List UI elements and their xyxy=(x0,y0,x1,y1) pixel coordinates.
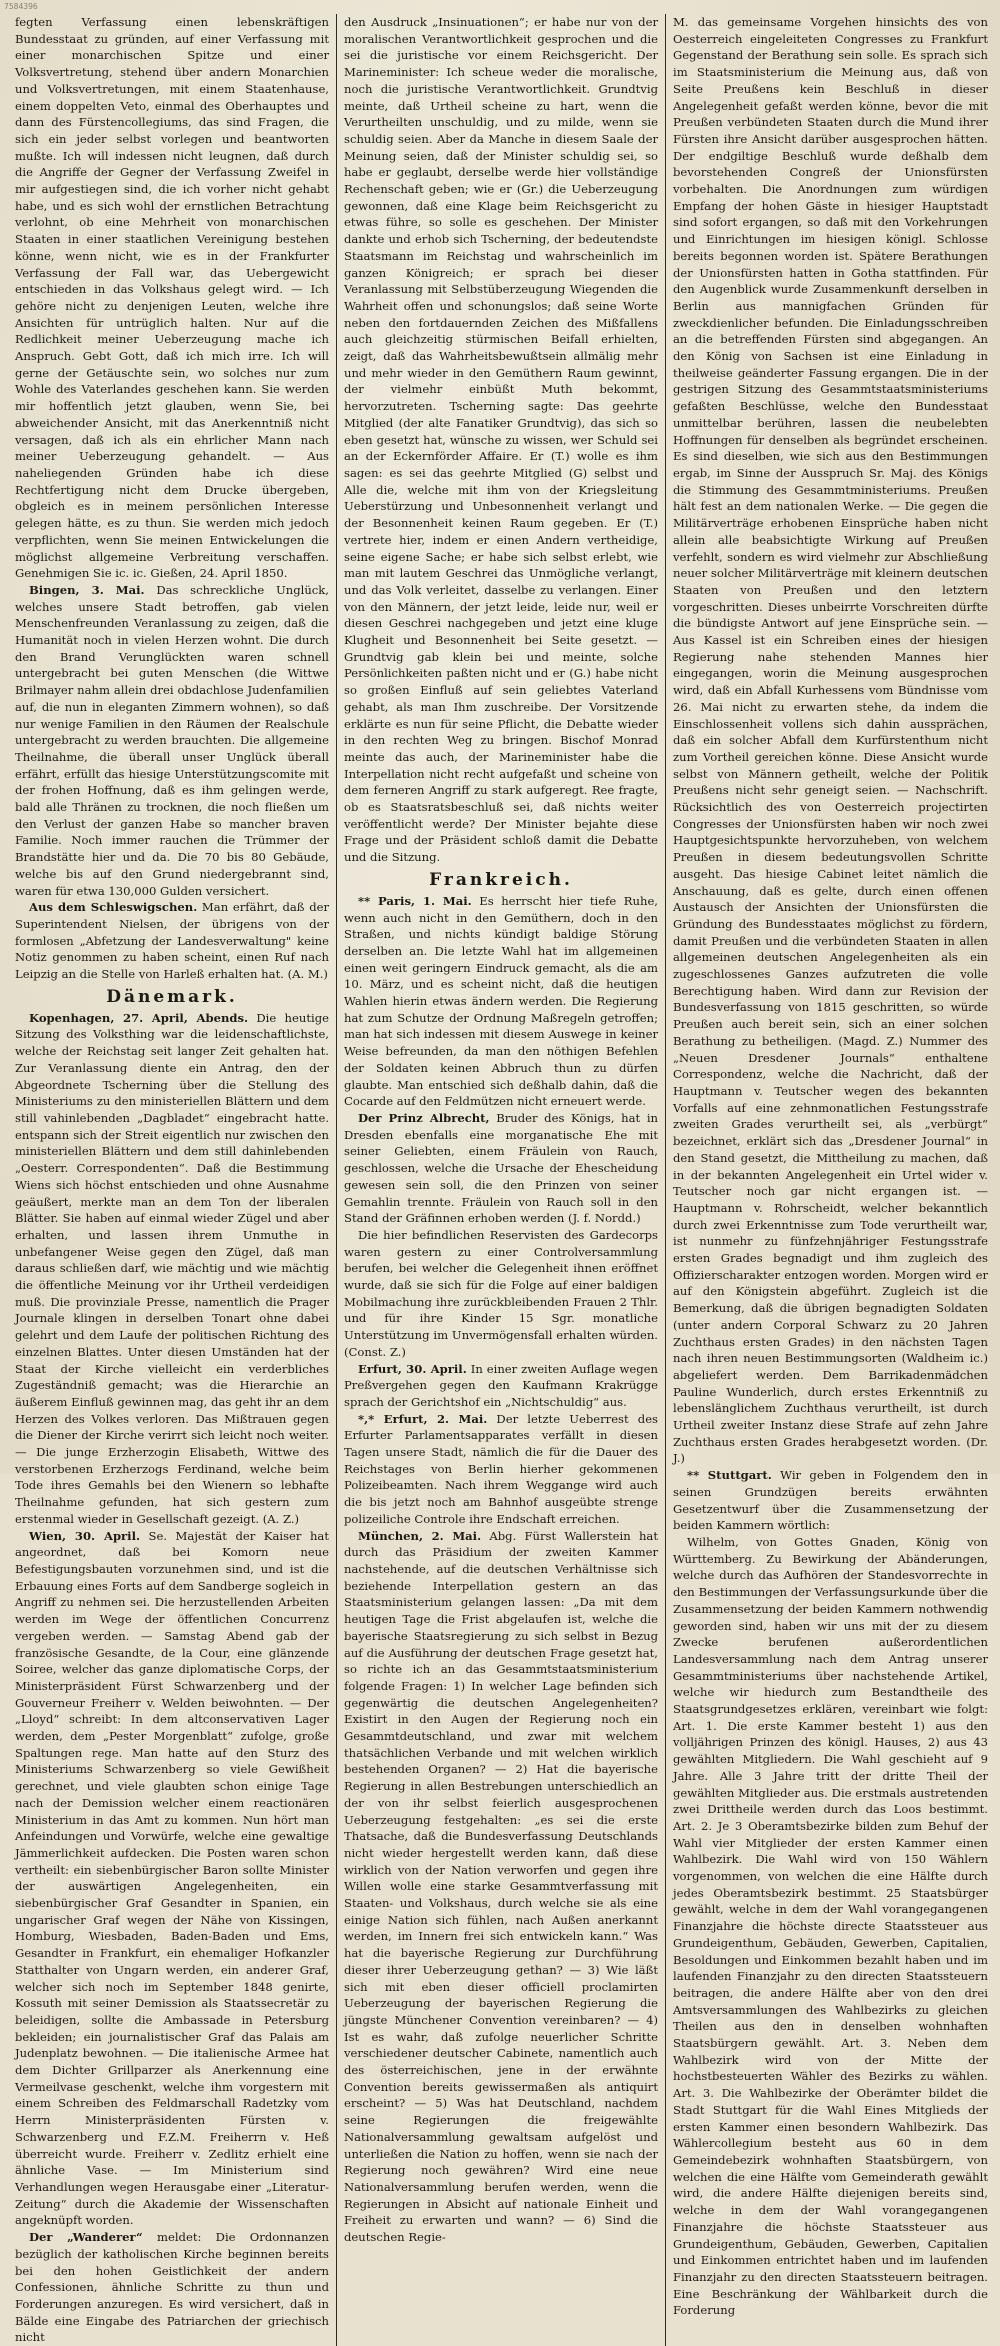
article-paragraph xyxy=(344,1411,658,1528)
article-dateline: *,* Erfurt, 2. Mai. xyxy=(358,1411,488,1426)
article-text: Wir geben in Folgendem den in seinen Grundzügen bereits erwähnten Gesetzentwurf über die Zusammensetzung der beiden Kammern wörtlich: xyxy=(673,1468,988,1533)
article-text: Die hier befindlichen Reservisten des Gardecorps waren gestern zu einer Controlversammlung berufen, bei welcher die Gelegenheit ihnen eröffnet wurde, daß sie sich für die Folge auf einer baldigen Mobilmachung ihre zurückbleibenden Frauen 2 Thlr. und für ihre Kinder 15 Sgr. monatliche Unterstützung im Unvermögensfall erhalten würden. (Const. Z.) xyxy=(344,1227,658,1359)
article-text: Es herrscht hier tiefe Ruhe, wenn auch nicht in den Gemüthern, doch in den Straßen, und nichts kündigt baldige Störung derselben an. Die letzte Wahl hat im allgemeinen einen weit geringern Eindruck gemacht, als die am 10. März, und es scheint nicht, daß die heutigen Wahlen hierin etwas ändern werden. Die Regierung hat zum Schutze der Ordnung Maßregeln getroffen; man hat sich indessen mit diesem Auswege in keiner Weise befreunden, da man den nöthigen Befehlen der Soldaten keinen Abbruch thun zu dürfen glaubte. Man entschied sich deßhalb dahin, daß die Cocarde auf den Feldmützen nicht erneuert werde. xyxy=(344,893,658,1109)
article-paragraph xyxy=(15,582,329,899)
column-right xyxy=(666,14,995,2346)
article-paragraph xyxy=(344,1361,658,1411)
article-dateline: Kopenhagen, 27. April, Abends. xyxy=(29,1010,249,1025)
article-dateline: Aus dem Schleswigschen. xyxy=(29,900,198,915)
article-paragraph xyxy=(673,1467,988,1534)
article-dateline: Bingen, 3. Mai. xyxy=(29,582,145,597)
article-paragraph xyxy=(15,14,329,582)
article-paragraph xyxy=(15,899,329,983)
article-dateline: ** Paris, 1. Mai. xyxy=(358,893,472,908)
article-text: Bruder des Königs, hat in Dresden ebenfalls eine morganatische Ehe mit seiner Geliebten, einem Fräulein von Rauch, geschlossen, welche die Ursache der Ehescheidung gewesen sein soll, die den Prinzen von seiner Gemahlin trennte. Fräulein von Rauch soll in den Stand der Gräfinnen erhoben werden (J. f. Nordd.) xyxy=(344,1111,659,1226)
article-text: fegten Verfassung einen lebenskräftigen Bundesstaat zu gründen, auf einer Verfassung mit einer monarchischen Spitze und einer Volksvertretung, stehend über andern Monarchien und Volksvertretungen, mit einem Staatenhause, einem doppelten Veto, einmal des Oberhauptes und dann des Fürstencollegiums, das sind Fragen, die sich ein jeder selbst vorlegen und beantworten mußte. Ich will indessen nicht leugnen, daß durch die Angriffe der Gegner der Verfassung Zweifel in mir aufgestiegen sind, die ich vorher nicht gehabt habe, und es sich wohl der ernstlichen Betrachtung verlohnt, ob eine Mehrheit von monarchischen Staaten in einer staatlichen Vereinigung bestehen könne, wenn nicht, wie es in der Frankfurter Verfassung der Fall war, das Uebergewicht entschieden in das Volkshaus gelegt wird. — Ich gehöre nicht zu denjenigen Leuten, welche ihre Ansichten für untrüglich halten. Nur auf die Redlichkeit meiner Ueberzeugung mache ich Anspruch. Gebt Gott, daß ich mich irre. Ich will gerne der Getäuschte sein, wo solches nur zum Wohle des Vaterlandes geschehen kann. Sie werden mir hoffentlich jetzt glauben, wenn Sie, bei abweichender Ansicht, mit das Anerkenntniß nicht versagen, daß ich als ein ehrlicher Mann nach meiner Ueberzeugung gehandelt. — Aus naheliegenden Gründen habe ich diese Rechtfertigung nicht dem Drucke übergeben, obgleich es in meinem persönlichen Interesse gelegen hätte, es zu thun. Sie werden mich jedoch verpflichten, wenn Sie meinen Entwickelungen die möglichst allgemeine Verbreitung verschaffen. Genehmigen Sie ic. ic. Gießen, 24. April 1850. xyxy=(15,15,329,581)
article-dateline: Wien, 30. April. xyxy=(29,1528,141,1543)
article-text: Se. Majestät der Kaiser hat angeordnet, daß bei Komorn neue Befestigungsbauten vorzunehmen sind, und ist die Erbauung eines Forts auf dem Sandberge sogleich in Angriff zu nehmen sei. Die herzustellenden Arbeiten werden im Wege der öffentlichen Concurrenz vergeben werden. — Samstag Abend gab der französische Gesandte, de la Cour, eine glänzende Soiree, welcher das ganze diplomatische Corps, der Ministerpräsident Fürst Schwarzenberg und der Gouverneur Freiherr v. Welden beiwohnten. — Der „Lloyd“ schreibt: In dem altconservativen Lager werden, dem „Pester Morgenblatt“ zufolge, große Spaltungen rege. Man hatte auf den Sturz des Ministeriums Schwarzenberg so viele Gewißheit gerechnet, und viele glaubten schon einige Tage nach der Demission welcher einem reactionären Ministerium in das Amt zu kommen. Nun hört man Anfeindungen und Vorwürfe, welche eine gewaltige Jämmerlichkeit aufdecken. Die Posten waren schon vertheilt: ein siebenbürgischer Baron sollte Minister der auswärtigen Angelegenheiten, ein siebenbürgischer Graf Gesandter in Spanien, ein ungarischer Graf wegen der Nähe von Kissingen, Homburg, Wiesbaden, Baden-Baden und Ems, Gesandter in Frankfurt, ein ehemaliger Hofkanzler Statthalter von Ungarn werden, ein anderer Graf, welcher sich noch im September 1848 genirte, Kossuth mit seiner Demission als Staatssecretär zu beleidigen, sollte die Ambassade in Petersburg bekleiden; ein journalistischer Graf das Palais am Judenplatz bewohnen. — Die italienische Armee hat dem Dichter Grillparzer als Anerkennung eine Vermeilvase geschenkt, welche ihm vorgestern mit einem Schreiben des Feldmarschall Radetzky vom Herrn Ministerpräsidenten Fürsten v. Schwarzenberg und F.Z.M. Freiherrn v. Heß überreicht wurde. Freiherr v. Zedlitz erhielt eine ähnliche Vase. — Im Ministerium sind Verhandlungen wegen Herausgabe einer „Literatur-Zeitung“ durch die Akademie der Wissenschaften angeknüpft worden. xyxy=(15,1528,329,2228)
article-paragraph xyxy=(673,14,988,1467)
article-paragraph xyxy=(344,1528,658,2246)
article-text: meldet: Die Ordonnanzen bezüglich der katholischen Kirche beginnen bereits bei den hohen Geistlichkeit der andern Confessionen, ähnliche Schritte zu thun und Forderungen anzuregen. Es wird versichert, daß in Bälde eine Eingabe des Patriarchen der griechisch nicht xyxy=(15,2230,329,2345)
article-text: Das schreckliche Unglück, welches unsere Stadt betroffen, gab vielen Menschenfreunden Veranlassung zu zeigen, daß die Humanität noch in vielen Herzen wohnt. Die durch den Brand Verunglückten waren schnell untergebracht bei guten Menschen (die Wittwe Brilmayer nahm allein drei obdachlose Judenfamilien auf, die nun in eleganten Zimmern wohnen), so daß nur wenige Familien in den Räumen der Realschule untergebracht zu werden brauchten. Die allgemeine Theilnahme, die überall unser Unglück überall erfährt, erfüllt das hiesige Unterstützungscomite mit der frohen Hoffnung, daß es ihm gelingen werde, bald alle Thränen zu trocknen, die noch fließen um den Verlust der ganzen Habe so mancher braven Familie. Noch immer rauchen die Trümmer der Brandstätte hier und da. Die 70 bis 80 Gebäude, welche bis auf den Grund niedergebrannt sind, waren für etwa 130,000 Gulden versichert. xyxy=(15,582,329,898)
article-dateline: München, 2. Mai. xyxy=(358,1528,482,1543)
article-text: Abg. Fürst Wallerstein hat durch das Präsidium der zweiten Kammer nachstehende, auf die deutschen Verhältnisse sich beziehende Interpellation gestern an das Staatsministerium gelangen lassen: „Da mit dem heutigen Tage die Frist abgelaufen ist, welche die bayerische Staatsregierung zu sich selbst in Bezug auf die Ausführung der deutschen Frage gesetzt hat, so richte ich an das Gesammtstaatsministerium folgende Fragen: 1) In welcher Lage befinden sich gegenwärtig die deutschen Angelegenheiten? Existirt in den Augen der Regierung noch ein Gesammtdeutschland, und zwar mit welchem thatsächlichen Verbande und mit welchen wirklich bestehenden Organen? — 2) Hat die bayerische Regierung in allen Bestrebungen unterschiedlich an der von ihr selbst feierlich ausgesprochenen Ueberzeugung festgehalten: „es sei die erste Thatsache, daß die Bundesverfassung Deutschlands nicht wieder hergestellt werden kann, daß diese wirklich von der Nation verworfen und gegen ihre Willen wolle eine starke Gesammtverfassung mit Staaten- und Volkshaus, durch welche sie als eine einige Nation sich fühlen, nach Außen anerkannt werden, im Innern frei sich entwickeln kann.“ Was hat die bayerische Regierung zur Durchführung dieser ihrer Ueberzeugung gethan? — 3) Wie läßt sich mit eben dieser officiell proclamirten Ueberzeugung der bayerischen Regierung die jüngste Münchener Convention vereinbaren? — 4) Ist es wahr, daß zufolge neuerlicher Schritte verschiedener deutscher Cabinete, namentlich auch des österreichischen, jene in der erwähnte Convention bereits gewissermaßen als antiquirt erscheint? — 5) Was hat Deutschland, nachdem seine Regierungen die freigewählte Nationalversammlung gewaltsam aufgelöst und unterließen die Nation zu hoffen, wenn sie nach der Regierung noch gewähren? Wird eine neue Nationalversammlung berufen werden, wenn die Regierungen in Absicht auf nationale Einheit und Freiheit zu erwarten und wann? — 6) Sind die deutschen Regie- xyxy=(344,1528,658,2245)
article-paragraph xyxy=(344,1227,658,1361)
text-columns xyxy=(8,14,992,2345)
article-paragraph xyxy=(344,893,658,1110)
article-text: M. das gemeinsame Vorgehen hinsichts des von Oesterreich eingeleiteten Congresses zu Frankfurt Gegenstand der Berathung sein solle. Es sprach sich im Staatsministerium die Meinung aus, daß von Seite Preußens kein Beschluß in dieser Angelegenheit gefaßt werden könne, bevor die mit Preußen verbündeten Staaten durch die Mund ihrer Fürsten ihre Ansicht darüber ausgesprochen hätten. Der endgiltige Beschluß wurde deßhalb dem bevorstehenden Congreß der Unionsfürsten vorbehalten. Die Anordnungen zum würdigen Empfang der hohen Gäste in hiesiger Hauptstadt sind sofort ergangen, so daß mit den Vorkehrungen und Einrichtungen im hiesigen königl. Schlosse bereits begonnen worden ist. Spätere Berathungen der Unionsfürsten hatten in Gotha stattfinden. Für den Augenblick wurde Zusammenkunft derselben in Berlin aus mannigfachen Gründen für zweckdienlicher befunden. Die Einladungsschreiben an die betreffenden Fürsten sind abgegangen. An den König von Sachsen ist eine Einladung in theilweise geänderter Fassung ergangen. Die in der gestrigen Sitzung des Gesammtstaatsministeriums gefaßten Beschlüsse, welche den Bundesstaat unmittelbar berühren, lassen die neubelebten Hoffnungen für denselben als begründet erscheinen. Es sind dieselben, wie sich aus den Bestimmungen ergab, im Sinne der Ausspruch Sr. Maj. des Königs die Stimmung des Gesammtministeriums. Preußen hält fest an dem nationalen Werke. — Die gegen die Militärverträge erhobenen Einsprüche haben nicht allein alle beabsichtigte Wirkung auf Preußen verfehlt, sondern es wird vielmehr zur Abschließung neuer solcher Militärverträge mit kleinern deutschen Staaten von Preußen und den letztern vorgeschritten. Dieses unbeirrte Vorschreiten dürfte die bündigste Antwort auf jene Einsprüche sein. — Aus Kassel ist ein Schreiben eines der hiesigen Regierung nahe stehenden Mannes hier eingegangen, worin die Meinung ausgesprochen wird, daß ein Abfall Kurhessens vom Bündnisse vom 26. Mai nicht zu erwarten stehe, da indem die Einschlossenheit vollens sich dahin aussprächen, daß ein solcher Abfall dem Kurfürstenthum nicht zum Vortheil gereichen könne. Diese Ansicht wurde selbst von Männern getheilt, welche der Politik Preußens nicht sehr geneigt seien. — Nachschrift. Rücksichtlich des von Oesterreich projectirten Congresses der Unionsfürsten haben wir noch zwei Hauptgesichtspunkte hervorzuheben, von welchem Preußen in diesem bedeutungsvollen Schritte ausgeht. Das hiesige Cabinet leitet nämlich die Anschauung, daß es gelte, durch einen offenen Austausch der Ansichten der Unionsfürsten die Gründung des Bundesstaates möglichst zu fördern, damit Preußen und die verbündeten Staaten in allen allgemeinen deutschen Angelegenheiten als ein zugeschlossenes Ganzes aufzutreten die volle Berechtigung haben. Wird dann zur Revision der Bundesverfassung von 1815 geschritten, so würde Preußen auch bereit sein, sich an einer solchen Berathung zu betheiligen. (Magd. Z.) Nummer des „Neuen Dresdener Journals“ enthaltene Correspondenz, welche die Nachricht, daß der Hauptmann v. Teutscher wegen des bekannten Vorfalls auf eine zehnmonatlichen Festungsstrafe zweiten Grades verurtheilt sei, als „verbürgt“ bezeichnet, erklärt sich das „Dresdener Journal“ in den Stand gesetzt, die Mittheilung zu machen, daß in der bekannten Angelegenheit ein Urtel wider v. Teutscher noch gar nicht ergangen ist. — Hauptmann v. Rohrscheidt, welcher bekanntlich durch zwei Erkenntnisse zum Tode verurtheilt war, ist nunmehr zu fünfzehnjähriger Festungsstrafe ersten Grades begnadigt und ihm zugleich des Offizierscharakter entzogen worden. Morgen wird er auf den Königstein abgeführt. Zugleich ist die Bemerkung, daß die übrigen begnadigten Soldaten (unter andern Corporal Schwarz zu 20 Jahren Zuchthaus ersten Grades) in den nächsten Tagen nach ihren neuen Bestimmungsorten (Waldheim ic.) abgeliefert werden. Dem Barrikadenmädchen Pauline Wunderlich, durch erstes Erkenntniß zu lebenslänglichem Zuchthaus verurtheilt, ist durch Urtheil zweiter Instanz diese Strafe auf zehn Jahre Zuchthaus ersten Grades herabgesetzt worden. (Dr. J.) xyxy=(673,15,988,1466)
article-paragraph xyxy=(344,1110,658,1227)
article-text: In einer zweiten Auflage wegen Preßvergehen gegen den Kaufmann Krakrügge sprach der Gerichtshof ein „Nichtschuldig“ aus. xyxy=(344,1361,659,1409)
article-paragraph xyxy=(344,14,658,866)
article-dateline: Erfurt, 30. April. xyxy=(358,1361,467,1376)
article-text: Wilhelm, von Gottes Gnaden, König von Württemberg. Zu Bewirkung der Abänderungen, welche durch das Aufhören der Standesvorrechte in den Bestimmungen der Verfassungsurkunde über die Zusammensetzung der beiden Kammern nothwendig geworden sind, haben wir uns mit der zu diesem Zwecke berufenen außerordentlichen Landesversammlung nach dem Antrag unserer Gesammtministeriums über nachstehende Artikel, welche wir hiedurch zum Bestandtheile des Staatsgrundgesetzes erklären, vereinbart wie folgt: Art. 1. Die erste Kammer besteht 1) aus den volljährigen Prinzen des königl. Hauses, 2) aus 43 gewählten Mitgliedern. Die Wahl geschieht auf 9 Jahre. Alle 3 Jahre tritt der dritte Theil der gewählten Mitglieder aus. Die erstmals austretenden zwei Drittheile werden durch das Loos bestimmt. Art. 2. Je 3 Oberamtsbezirke bilden zum Behuf der Wahl vier Mitglieder der ersten Kammer einen Wahlbezirk. Die Wahl wird von 150 Wählern vorgenommen, von welchen die eine Hälfte durch jedes Oberamtsbezirk bestimmt. 25 Staatsbürger gewählt, welche in dem der Wahl vorangegangenen Finanzjahre die höchste directe Staatssteuer aus Grundeigenthum, Gebäuden, Gewerben, Capitalien, Besoldungen und Einkommen bezahlt haben und im laufenden Finanzjahr zu den directen Staatssteuern beitragen, die andere Hälfte aber von den drei Amtsversammlungen des Wahlbezirks zu gleichen Theilen aus den in denselben wohnhaften Staatsbürgern gewählt. Art. 3. Neben dem Wahlbezirk wird von der Mitte der hochstbesteuerten Wähler des Bezirks zu wählen. Art. 3. Die Wahlbezirke der Oberämter bildet die Stadt Stuttgart für die Wahl Eines Mitglieds der ersten Kammer einen besondern Wahlbezirk. Das Wählercollegium besteht aus 60 in dem Gemeindebezirk wohnhaften Staatsbürgern, von welchen die eine Hälfte vom Gemeinderath gewählt wird, die andere Hälfte diejenigen bereits sind, welche in dem der Wahl vorangegangenen Finanzjahre die höchste Staatssteuer aus Grundeigenthum, Gebäuden, Gewerben, Capitalien und Einkommen entrichtet haben und im laufenden Finanzjahr zu den directen Staatssteuern beitragen. Eine Beschränkung der Wählbarkeit durch die Forderung xyxy=(673,1534,988,2318)
archive-stamp: 7584396 xyxy=(4,2,38,11)
section-title: Dänemark. xyxy=(106,986,238,1007)
section-title: Frankreich. xyxy=(429,869,573,890)
article-text: Der letzte Ueberrest des Erfurter Parlamentsapparates verfällt in diesen Tagen unsere Stadt, nämlich die für die Dauer des Reichstages von Berlin hierher gekommenen Polizeibeamten. Nach ihrem Weggange wird auch die bis jetzt noch am Bahnhof ausgeübte strenge polizeiliche Controle ihre Endschaft erreichen. xyxy=(344,1411,659,1526)
article-paragraph xyxy=(15,1528,329,2230)
column-middle xyxy=(337,14,666,2346)
article-text: Die heutige Sitzung des Volksthing war die leidenschaftlichste, welche der Reichstag seit langer Zeit gehalten hat. Zur Veranlassung diente ein Antrag, den der Abgeordnete Tscherning über die Stellung des Ministeriums zu den ministeriellen Blättern und dem still vahinlebenden „Dagbladet“ eingebracht hatte. entspann sich der Streit eigentlich nur zwischen den ministeriellen Blättern und dem still dahinlebenden „Oesterr. Correspondenten“. Daß die Bestimmung Wiens sich höchst entschieden und ohne Ausnahme geäußert, merkte man an dem Ton der liberalen Blätter. Sie haben auf einmal wieder Zügel und aber erhalten, und lassen ihrem Unmuthe in unbefangener Weise gegen den Zügel, daß man daraus schließen darf, wie mächtig und wie mächtig die öffentliche Meinung vor ihr Urtheil verdeidigen muß. Die provinziale Presse, namentlich die Prager Journale klingen in derselben Tonart ohne dabei gelehrt und dem Laufe der politischen Richtung des einzelnen Blattes. Unter diesen Umständen hat der Staat der Kirche vielleicht ein verderbliches Zugeständniß gemacht; was die Hierarchie an äußerem Einfluß gewinnen mag, das geht ihr an dem Herzen des Volkes verloren. Das Mißtrauen gegen die Diener der Kirche verirrt sich leicht noch weiter. — Die junge Erzherzogin Elisabeth, Wittwe des verstorbenen Erzherzogs Ferdinand, welche beim Tode ihres Gemahls bei den Wienern so lebhafte Theilnahme gefunden, hat sich gestern zum erstenmal wieder in Gesellschaft gezeigt. (A. Z.) xyxy=(15,1010,329,1526)
column-left xyxy=(8,14,337,2346)
article-paragraph xyxy=(673,1534,988,2319)
article-dateline: Der „Wanderer“ xyxy=(29,2230,143,2245)
article-text: Man erfährt, daß der Superintendent Nielsen, der übrigens von der formlosen „Abfetzung der Landesverwaltung" keine Notiz genommen zu haben scheint, einen Ruf nach Leipzig an die Stelle von Harleß erhalten hat. (A. M.) xyxy=(15,900,330,982)
article-paragraph xyxy=(15,2229,329,2346)
article-text: den Ausdruck „Insinuationen“; er habe nur von der moralischen Verantwortlichkeit gesprochen und die sei die juristische vor einem Reichsgericht. Der Marineminister: Ich scheue weder die moralische, noch die juristische Verantwortlichkeit. Grundtvig meinte, daß Urtheil scheine zu hart, wenn die Verurtheilten unschuldig, und zu milde, wenn sie schuldig seien. Aber da Manche in diesem Saale der Meinung seien, daß der Minister schuldig sei, so habe er geglaubt, derselbe werde hier vollständige Rechenschaft geben; wie er (Gr.) die Ueberzeugung gewonnen, daß eine Klage beim Reichsgericht zu etwas führe, so solle es geschehen. Der Minister dankte und erhob sich Tscherning, der bedeutendste Staatsmann im Reichstag und wahrscheinlich im ganzen Königreich; er sprach bei dieser Veranlassung mit Selbstüberzeugung Wiegenden die Wahrheit offen und schonungslos; daß seine Worte neben den fortdauernden Zeichen des Mißfallens auch gleichzeitig stürmischen Beifall erhielten, zeigt, daß das Wahrheitsbewußtsein allmälig mehr und mehr wieder in den Gemüthern Raum gewinnt, der vielmehr einbüßt Muth bekommt, hervorzutreten. Tscherning sagte: Das geehrte Mitglied (der alte Fanatiker Grundtvig), das sich so eben gesetzt hat, wünsche zu wissen, wer Schuld sei an der Eckernförder Affaire. Er (T.) wolle es ihm sagen: es sei das geehrte Mitglied (G) selbst und Alle die, welche mit ihm von der Kriegsleitung Ueberstürzung und Unbesonnenheit verlangt und der Besonnenheit keinen Raum gegeben. Er (T.) vertrete hier, indem er einen Andern vertheidige, seine eigene Sache; er habe sich selbst erlebt, wie man mit lautem Geschrei das Unmögliche verlangt, und das Volk verleitet, dasselbe zu verlangen. Einer von den Männern, der jetzt leide, leide nur, weil er diesen Geschrei nachgegeben und jetzt eine kluge Klugheit und Besonnenheit bei Seite gesetzt. — Grundtvig gab klein bei und meinte, solche Persönlichkeiten paßten nicht und er (G.) habe nicht so großen Einfluß auf sein geliebtes Vaterland gehabt, als man Ihm zuschreibe. Der Vorsitzende erklärte es nun für seine Pflicht, die Debatte wieder in den rechten Weg zu bringen. Bischof Monrad meinte das auch, der Marineminister habe die Interpellation nicht recht aufgefaßt und scheine von dem ferneren Angriff zu stark aufgeregt. Ree fragte, ob es Staatsratsbeschluß sei, daß nichts weiter veröffentlicht werde? Der Minister bejahte diese Frage und der Präsident schloß damit die Debatte und die Sitzung. xyxy=(344,15,658,865)
article-dateline: ** Stuttgart. xyxy=(687,1468,772,1483)
article-dateline: Der Prinz Albrecht, xyxy=(358,1111,490,1125)
article-paragraph xyxy=(15,1010,329,1528)
